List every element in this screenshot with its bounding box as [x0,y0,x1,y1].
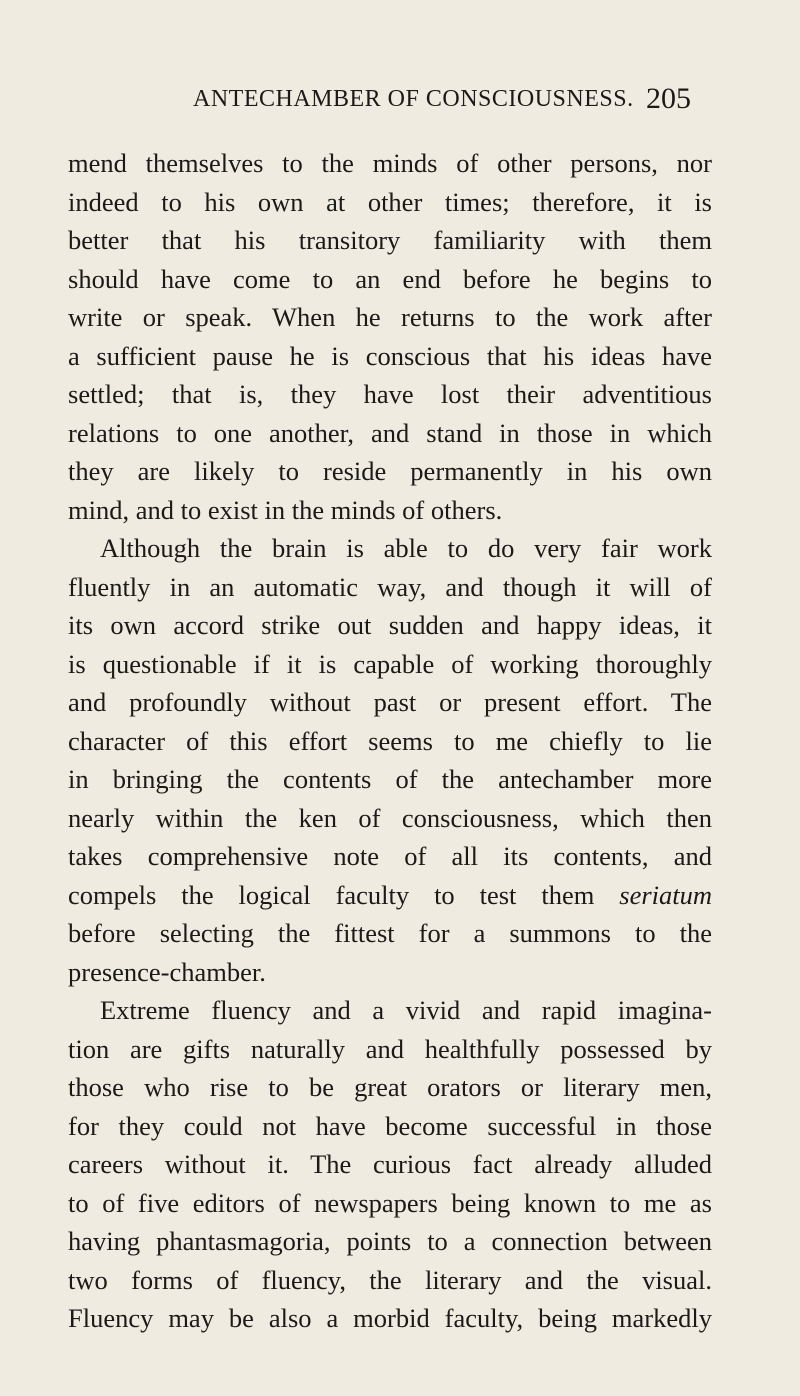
running-head [0,82,800,122]
text-line: and profoundly without past or present effort. The [68,687,712,717]
text-line: better that his transitory familiarity with them [68,225,712,255]
text-line: takes comprehensive note of all its contents, and [68,841,712,871]
text-line: before selecting the fittest for a summons to the [68,918,712,948]
text-line: two forms of fluency, the literary and the visual. [68,1264,712,1295]
text-line-with-italic [68,876,712,915]
text-line: tion are gifts naturally and healthfully possessed by [68,1033,712,1064]
text-line: should have come to an end before he begins to [68,263,712,294]
paragraph-start-line: Extreme fluency and a vivid and rapid imagina- [100,995,712,1025]
running-title: ANTECHAMBER OF CONSCIOUSNESS. [193,86,634,112]
line-text: compels the logical faculty to test them [68,879,595,910]
text-line: indeed to his own at other times; therefore, it is [68,186,712,217]
text-line: a sufficient pause he is conscious that his ideas have [68,340,712,371]
text-line: fluently in an automatic way, and though it will of [68,571,712,602]
text-line: is questionable if it is capable of working thoroughly [68,648,712,679]
page-number: 205 [646,82,691,115]
text-line: careers without it. The curious fact already alluded [68,1149,712,1179]
text-line: for they could not have become successful in those [68,1110,712,1141]
text-line: relations to one another, and stand in those in which [68,417,712,448]
body-text [68,144,712,1338]
text-line: having phantasmagoria, points to a connection between [68,1226,712,1256]
text-line: those who rise to be great orators or literary men, [68,1072,712,1102]
text-line: write or speak. When he returns to the work after [68,302,712,332]
text-line: settled; that is, they have lost their adventitious [68,379,712,409]
paragraph-start-line: Although the brain is able to do very fair work [100,533,712,563]
text-line: character of this effort seems to me chiefly to lie [68,725,712,756]
text-line: nearly within the ken of consciousness, which then [68,802,712,833]
text-line: Fluency may be also a morbid faculty, being markedly [68,1303,712,1333]
text-line: in bringing the contents of the antechamber more [68,764,712,794]
paragraph-end-line: presence-chamber. [68,956,266,987]
italic-word: seriatum [619,879,713,910]
paragraph-end-line: mind, and to exist in the minds of others. [68,494,503,525]
text-line: its own accord strike out sudden and happy ideas, it [68,610,712,640]
text-line: mend themselves to the minds of other persons, nor [68,148,712,178]
text-line: they are likely to reside permanently in his own [68,456,712,486]
text-line: to of five editors of newspapers being known to me as [68,1187,712,1218]
